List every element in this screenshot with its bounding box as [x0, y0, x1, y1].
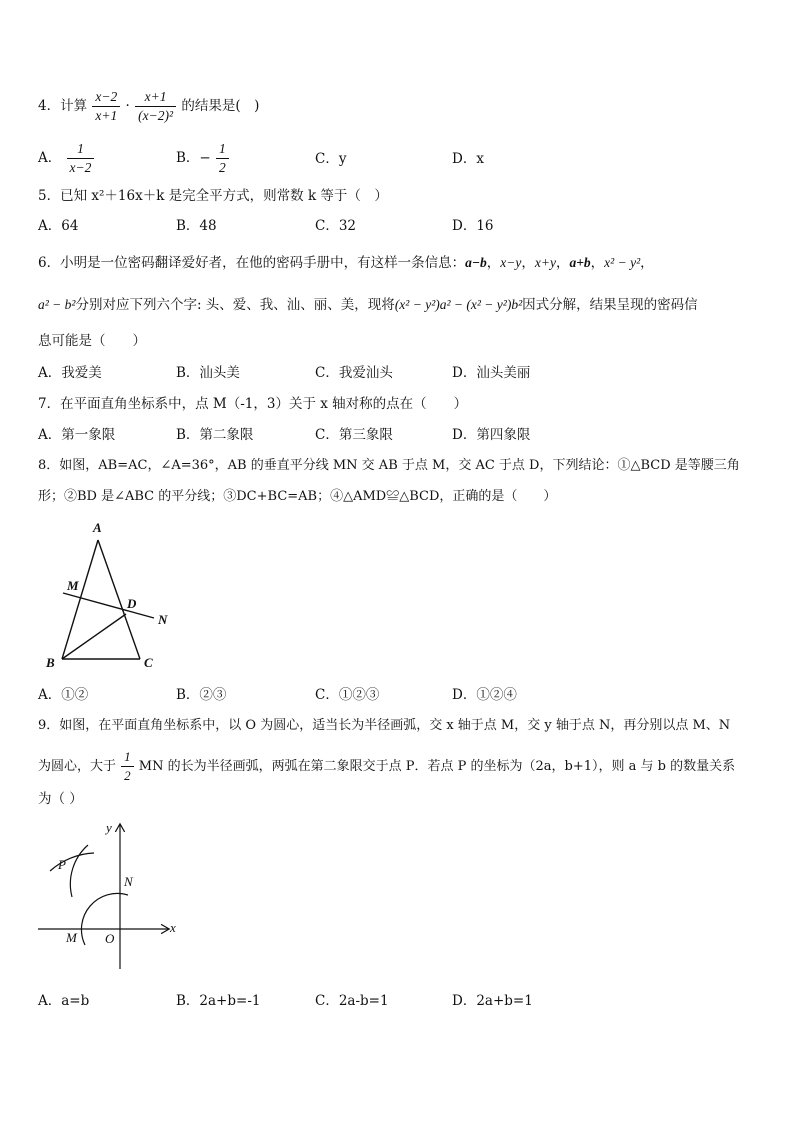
q6-line-1: 6．小明是一位密码翻译爱好者，在他的密码手册中，有这样一条信息：a−b，x−y，x+y，a+b，x² − y²， [38, 255, 654, 271]
q8-label-m: M [67, 578, 79, 593]
q9-label-o: O [105, 931, 115, 946]
q6-line-2: a² − b²分别对应下列六个字: 头、爱、我、汕、丽、美，现将(x² − y²)a² − (x² − y²)b²因式分解，结果呈现的密码信 [38, 297, 698, 313]
q9-option-c: C．2a-b=1 [315, 993, 389, 1009]
q6-term-1: a−b [465, 255, 487, 270]
q4-stem [38, 88, 259, 125]
q8-segment-bd [62, 614, 126, 659]
q4-fraction-2: $\frac{x+1}{\text{(x−2)²}}$ [135, 88, 176, 125]
q6-option-d: D．汕头美丽 [452, 365, 531, 381]
q5-option-b: B．48 [176, 218, 217, 234]
q8-line-2: 形；②BD 是∠ABC 的平分线；③DC+BC=AB；④△AMD≌△BCD，正确的是（ ） [38, 489, 557, 504]
q6-term-4: a+b [569, 255, 591, 270]
q4-dot: · [125, 98, 130, 114]
q6-expression-2: (x² − y²)a² − (x² − y²)b² [394, 297, 523, 312]
q4-option-c: C．y [315, 151, 347, 167]
q9-option-d: D．2a+b=1 [452, 993, 533, 1009]
q4-option-b: B．− $\frac{1}{2}$ [176, 140, 230, 177]
q8-option-d: D．①②④ [452, 687, 517, 703]
q8-triangle-figure [40, 518, 180, 670]
q9-line-2: 为圆心，大于 $\frac{1}{2}$ MN 的长为半径画弧，两弧在第二象限交于点 P．若点 P 的坐标为（2a，b+1），则 a 与 b 的数量关系 [38, 749, 736, 783]
q4-option-b-fraction: $\frac{1}{2}$ [216, 140, 229, 177]
q8-option-c: C．①②③ [315, 687, 380, 703]
q6-option-b: B．汕头美 [176, 365, 240, 381]
q9-label-n: N [124, 874, 133, 889]
q9-option-a: A．a=b [38, 993, 90, 1009]
q8-label-n: N [158, 612, 168, 627]
q9-arc-centered-n [50, 853, 94, 871]
q9-label-y: y [106, 820, 112, 835]
q8-line-mn [63, 593, 154, 618]
q9-half-fraction: $\frac{1}{2}$ [121, 748, 134, 785]
q8-line-1: 8．如图，AB=AC，∠A=36°，AB 的垂直平分线 MN 交 AB 于点 M，交 AC 于点 D，下列结论：①△BCD 是等腰三角 [38, 458, 740, 473]
q7-option-b: B．第二象限 [176, 427, 254, 443]
q5-stem: 5．已知 x²＋16x＋k 是完全平方式，则常数 k 等于（ ） [38, 188, 388, 204]
q4-option-a: A． $\frac{1}{x-2}$ [38, 140, 95, 177]
q9-option-b: B．2a+b=-1 [176, 993, 261, 1009]
q5-option-c: C．32 [315, 218, 357, 234]
q4-option-a-fraction: $\frac{1}{x-2}$ [67, 140, 95, 177]
q9-line-3: 为（ ） [38, 791, 83, 807]
q9-coordinate-figure [36, 815, 186, 975]
q8-label-a: A [93, 520, 102, 535]
q8-label-b: B [46, 655, 55, 670]
q8-label-c: C [144, 655, 153, 670]
q5-option-a: A．64 [38, 218, 79, 234]
q9-label-m: M [66, 930, 77, 945]
q9-label-p: P [58, 857, 66, 872]
q8-label-d: D [127, 596, 137, 611]
q7-option-d: D．第四象限 [452, 427, 531, 443]
q8-option-a: A．①② [38, 687, 89, 703]
q4-option-d: D．x [452, 151, 484, 167]
q6-option-a: A．我爱美 [38, 365, 102, 381]
q8-side-ab [62, 540, 98, 659]
q4-fraction-1: $\frac{x-2}{x+1}$ [92, 88, 120, 125]
q4-prefix: 4．计算 [38, 98, 88, 114]
q7-option-c: C．第三象限 [315, 427, 393, 443]
q6-term-3: x+y [534, 255, 556, 270]
q9-line-1: 9．如图，在平面直角坐标系中，以 O 为圆心，适当长为半径画弧，交 x 轴于点 M，交 y 轴于点 N，再分别以点 M、N [38, 718, 731, 733]
q8-option-b: B．②③ [176, 687, 227, 703]
q6-expression-1: a² − b² [38, 297, 76, 312]
q6-option-c: C．我爱汕头 [315, 365, 393, 381]
q6-term-2: x−y [500, 255, 522, 270]
q9-arc-centered-m [70, 845, 88, 897]
q7-stem: 7．在平面直角坐标系中，点 M（-1，3）关于 x 轴对称的点在（ ） [38, 396, 468, 412]
q9-label-x: x [170, 920, 176, 935]
q4-suffix: 的结果是( ) [181, 98, 260, 114]
q6-line-3: 息可能是（ ） [38, 333, 146, 349]
q5-option-d: D．16 [452, 218, 494, 234]
q6-term-5: x² − y² [604, 255, 641, 270]
q7-option-a: A．第一象限 [38, 427, 116, 443]
